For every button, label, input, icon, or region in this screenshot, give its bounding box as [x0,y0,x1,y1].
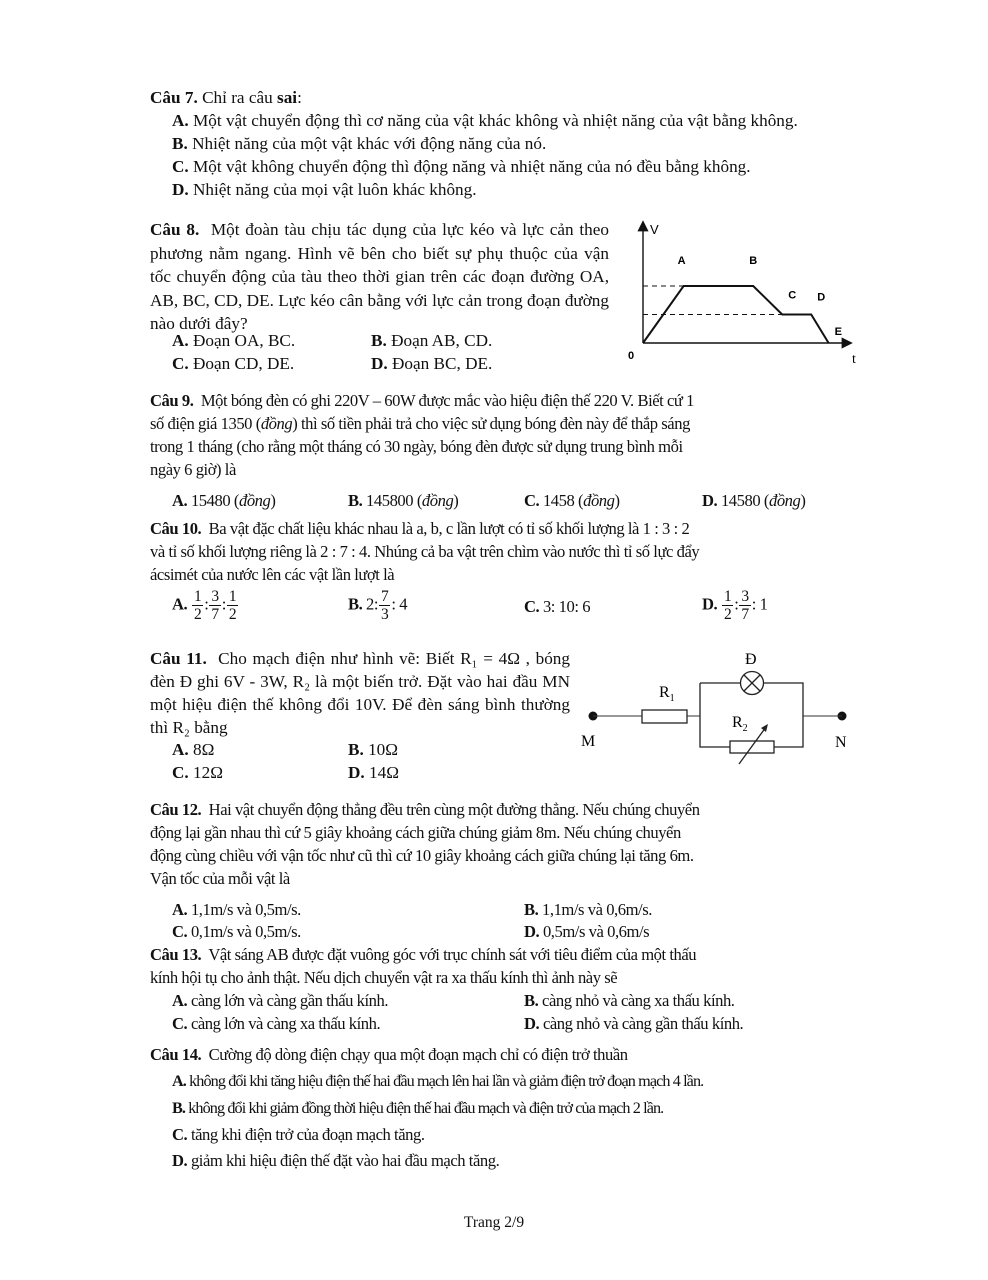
question-stem-line [150,541,699,563]
answer-option[interactable] [172,133,546,155]
answer-option[interactable] [371,330,492,352]
option-letter: A. [172,594,191,614]
page-footer: Trang 2/9 [463,1214,525,1231]
numerator: 1 [193,588,202,605]
question-stem [150,87,302,109]
fraction [192,588,203,623]
option-text: 3: 10: 6 [542,597,591,616]
answer-option[interactable]: A. 15480 (đồng) [172,491,276,510]
answer-option[interactable] [348,588,407,623]
option-letter: B. [348,491,363,510]
option-letter: C. [524,491,540,510]
answer-option[interactable] [524,921,649,943]
option-letter: D. [348,763,365,782]
denominator: 7 [211,606,219,623]
option-text: càng lớn và càng gần thấu kính. [190,991,389,1010]
point-label-a: A [677,255,686,267]
option-letter: B. [371,331,387,350]
option-text: càng lớn và càng xa thấu kính. [190,1014,381,1033]
answer-option[interactable] [371,353,492,375]
option-letter: C. [172,354,189,373]
option-text: không đổi khi giảm đồng thời hiệu điện thế hai đầu mạch và điện trở của mạch 2 lần. [188,1099,664,1117]
option-letter: B. [172,1099,186,1117]
question-number: Câu 11. [150,649,207,668]
option-letter: C. [172,157,189,176]
answer-option[interactable] [524,990,735,1012]
point-label-c: C [788,289,797,302]
fraction [722,588,733,623]
ratio-separator: : [204,594,209,614]
numerator: 3 [741,588,749,605]
option-unit: đồng [421,491,454,510]
stem-text: ácsimét của nước lên các vật lần lượt là [150,565,395,584]
answer-option[interactable] [172,1097,663,1119]
option-letter: B. [348,740,364,759]
question-number: Câu 7. [150,88,198,107]
option-letter: D. [371,354,388,373]
question-number: Câu 13. [150,945,202,964]
stem-text: Cho mạch điện như hình vẽ: Biết R₁ = 4Ω , bóng đèn Đ ghi 6V - 3W, R₂ là một biến trở. Đặt vào hai đầu MN một hiệu điện thế không đổi 10V. Để đèn sáng bình thường thì R₂ bằng [150,649,570,737]
stem-text: động lại gần nhau thì cứ 5 giây khoảng cách giữa chúng giảm 8m. Nếu chúng chuyển [150,823,681,842]
option-text: Đoạn OA, BC. [193,331,296,350]
stem-text: Một đoàn tàu chịu tác dụng của lực kéo và lực cản theo phương nằm ngang. Hình vẽ bên cho biết sự phụ thuộc của vận tốc chuyển động của tàu theo thời gian trên các đoạn đường OA, AB, BC, CD, DE. Lực kéo cân bằng với lực cản trong đoạn đường nào dưới đây? [150,220,609,333]
answer-option[interactable] [172,921,301,943]
answer-option[interactable] [172,1150,499,1172]
y-axis-label: V [650,222,659,237]
fraction [227,588,238,623]
question-number: Câu 10. [150,519,202,538]
option-letter: B. [348,594,367,614]
stem-emphasis: sai [277,88,298,107]
point-label-e: E [834,326,842,338]
option-text: càng nhỏ và càng xa thấu kính. [542,991,735,1010]
wire [763,683,803,747]
option-text: 14580 [720,491,761,510]
stem-text: số điện giá 1350 ( [150,414,261,433]
stem-text: Chỉ ra câu [202,88,277,107]
question-stem-line [150,436,683,458]
option-letter: C. [172,763,189,782]
ratio-separator: : [221,594,226,614]
option-letter: D. [172,1151,188,1170]
option-text: 0,1m/s và 0,5m/s. [190,922,301,941]
answer-option[interactable]: B. 145800 (đồng) [348,491,459,510]
circuit-diagram [580,640,870,780]
option-letter: C. [172,1014,188,1033]
option-letter: B. [524,900,539,919]
denominator: 2 [723,606,732,623]
option-text: 14Ω [369,763,399,782]
wire [700,683,730,747]
option-letter: D. [702,491,718,510]
stem-text: Cường độ dòng điện chạy qua một đoạn mạch chỉ có điện trở thuần [208,1045,628,1064]
option-letter: D. [524,1014,540,1033]
answer-option[interactable] [172,899,301,921]
stem-text: Một bóng đèn có ghi 220V – 60W được mắc vào hiệu điện thế 220 V. Biết cứ 1 [200,391,695,410]
lamp-label: Đ [745,651,757,668]
option-letter: A. [172,331,189,350]
answer-option[interactable]: C. 1458 (đồng) [524,491,620,510]
r2-label: $R_2$ [732,714,748,734]
stem-text: ) thì số tiền phải trả cho việc sử dụng bóng đèn này để thắp sáng [292,414,690,433]
arrowhead-icon [761,724,768,732]
numerator: 1 [228,588,237,605]
answer-option[interactable] [172,110,798,132]
option-letter: B. [172,134,188,153]
option-text: Nhiệt năng của một vật khác với động năng của nó. [192,134,547,153]
option-text: không đổi khi tăng hiệu điện thế hai đầu mạch lên hai lần và giảm điện trở đoạn mạch 4 lần. [189,1072,704,1090]
answer-option[interactable] [172,179,477,201]
option-text: 0,5m/s và 0,6m/s [542,922,650,941]
option-text: Đoạn AB, CD. [391,331,493,350]
point-label-b: B [749,255,758,267]
denominator: 2 [228,606,237,623]
question-stem-line [150,413,690,435]
stem-text: Hai vật chuyển động thẳng đều trên cùng một đường thẳng. Nếu chúng chuyển [208,800,700,819]
answer-option[interactable] [172,1124,425,1146]
answer-option[interactable] [702,588,767,623]
answer-option[interactable] [524,1013,743,1035]
stem-text: Vận tốc của mỗi vật là [150,869,290,888]
fraction [739,588,750,623]
stem-text: và tỉ số khối lượng riêng là 2 : 7 : 4. Nhúng cả ba vật trên chìm vào nước thì tỉ số lực đẩy [150,542,700,561]
fraction [209,588,220,623]
question-stem-line [150,459,236,481]
option-letter: C. [172,1125,188,1144]
stem-text: động cùng chiều với vận tốc như cũ thì cứ 10 giây khoảng cách giữa chúng lại tăng 6m. [150,846,694,865]
terminal-m-label: M [581,733,596,750]
question-stem-line [150,518,689,540]
velocity-time-graph [620,215,870,370]
question-stem [150,647,570,739]
lamp-icon [741,672,764,695]
denominator: 3 [381,606,389,623]
option-text: Một vật chuyển động thì cơ năng của vật khác không và nhiệt năng của vật bằng không. [193,111,798,130]
question-number: Câu 14. [150,1045,202,1064]
answer-option[interactable] [348,739,398,761]
option-text: Đoạn BC, DE. [392,354,493,373]
question-stem [150,218,609,336]
question-number: Câu 8. [150,220,200,239]
option-unit: đồng [768,491,801,510]
answer-option[interactable] [172,1013,380,1035]
option-text: 1,1m/s và 0,6m/s. [542,900,652,919]
option-unit: đồng [238,491,271,510]
option-letter: A. [172,1072,186,1090]
option-text: Đoạn CD, DE. [193,354,295,373]
point-label-d: D [817,291,826,304]
option-text: 1,1m/s và 0,5m/s. [190,900,301,919]
numerator: 7 [381,588,389,605]
stem-text: ngày 6 giờ) là [150,460,236,479]
question-number: Câu 9. [150,391,194,410]
ratio-separator: : 1 [751,594,768,614]
question-stem-line [150,967,617,989]
answer-option[interactable] [524,899,652,921]
option-letter: C. [524,597,540,616]
option-letter: C. [172,922,188,941]
option-letter: D. [524,922,540,941]
option-text: giảm khi hiệu điện thế đặt vào hai đầu mạch tăng. [190,1151,500,1170]
option-unit: đồng [583,491,615,510]
stem-emphasis: đồng [260,414,293,433]
option-text: 8Ω [193,740,215,759]
question-stem-line [150,564,394,586]
fraction [379,588,390,623]
option-text: 145800 [366,491,414,510]
option-letter: A. [172,111,189,130]
answer-option[interactable] [172,990,388,1012]
question-stem-line [150,822,681,844]
ratio-separator: : [734,594,739,614]
stem-text: trong 1 tháng (cho rằng một tháng có 30 ngày, bóng đèn được sử dụng trung bình mỗi [150,437,683,456]
option-text: 12Ω [193,763,223,782]
stem-text: Vật sáng AB được đặt vuông góc với trục chính sát với tiêu điểm của một thấu [208,945,697,964]
numerator: 3 [211,588,219,605]
question-stem-line [150,799,700,821]
question-number: Câu 12. [150,800,202,819]
option-text: 1458 [542,491,575,510]
answer-option[interactable] [172,588,239,623]
question-stem [150,1044,628,1066]
answer-option[interactable] [172,330,295,352]
option-letter: D. [702,594,721,614]
origin-label: 0 [628,350,635,362]
stem-text: : [297,88,302,107]
denominator: 2 [193,606,202,623]
option-letter: A. [172,991,188,1010]
stem-text: kính hội tụ cho ảnh thật. Nếu dịch chuyển vật ra xa thấu kính thì ảnh này sẽ [150,968,618,987]
question-stem-line [150,868,290,890]
question-stem-line [150,845,694,867]
option-letter: A. [172,491,188,510]
numerator: 1 [723,588,732,605]
answer-option[interactable] [172,353,294,375]
resistor-r1 [642,710,687,723]
option-text: Một vật không chuyển động thì động năng và nhiệt năng của nó đều bằng không. [193,157,751,176]
answer-option[interactable] [172,762,223,784]
answer-option[interactable] [172,1070,703,1092]
question-stem-line [150,390,694,412]
option-text: 15480 [190,491,231,510]
terminal-n-label: N [835,734,847,751]
answer-option[interactable] [172,156,751,178]
answer-option[interactable] [172,739,214,761]
option-text: 10Ω [368,740,399,759]
option-letter: D. [172,180,189,199]
answer-option[interactable]: D. 14580 (đồng) [702,491,806,510]
option-letter: A. [172,740,189,759]
answer-option[interactable] [348,762,399,784]
stem-text: Ba vật đặc chất liệu khác nhau là a, b, c lần lượt có tỉ số khối lượng là 1 : 3 : 2 [208,519,690,538]
denominator: 7 [741,606,749,623]
x-axis-label: t [852,352,856,367]
option-text: càng nhỏ và càng gần thấu kính. [542,1014,744,1033]
question-stem-line [150,944,696,966]
r1-label: $R_1$ [659,684,675,704]
option-letter: B. [524,991,539,1010]
ratio-separator: : 4 [391,594,408,614]
ratio-separator: 2: [366,594,379,614]
option-letter: A. [172,900,188,919]
option-text: Nhiệt năng của mọi vật luôn khác không. [193,180,477,199]
option-text: tăng khi điện trở của đoạn mạch tăng. [190,1125,425,1144]
answer-option[interactable] [524,596,590,618]
